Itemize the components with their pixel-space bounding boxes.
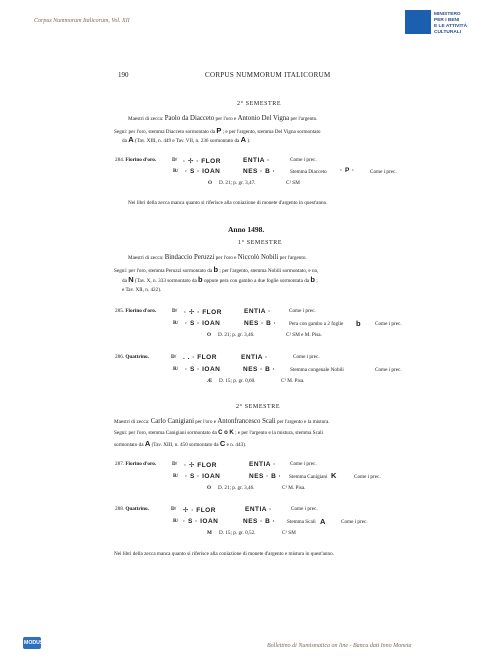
entry284-reverse-legend2: NES · B · [243, 168, 276, 175]
entry287-obverse-mark: D/ [172, 461, 178, 467]
entry285-obverse-legend1: · ✢ · FLOR [184, 309, 222, 316]
entry287-reverse-letter: K [331, 471, 337, 480]
ministry-logo-text: MINISTERO PER I BENI E LE ATTIVITÀ CULTURALI [434, 12, 468, 35]
entry284-details: D. 21; p. gr. 3,47. [219, 180, 256, 186]
entry287-reverse-legend2: NES · B · [249, 473, 282, 480]
entry284-reverse-legend1: · S · IOAN [185, 168, 221, 175]
entry288-reverse-legend1: · S · IOAN [183, 518, 219, 525]
entry285-reverse-legend2: NES · B · [244, 320, 277, 327]
section1-segni-line1: Segni: per l'oro, stemma Diacceto sormontato da P ; e per l'argento, stemma Del Vigna sormontato [114, 126, 321, 135]
entry288-metal: M [207, 530, 212, 536]
entry288-reverse-letter: A [320, 517, 326, 526]
section1-note: Nei libri della zecca manca quanto si riferisce alla coniazione di monete d'argento in quest'anno. [128, 200, 328, 206]
section1-segni-line2: da A (Tav. XIII, n. 449 e Tav. VII, n. 236 sormontato da A ). [122, 135, 251, 144]
entry285-metal: O [207, 332, 212, 338]
entry287-reverse-note: Stemma Canigiani [289, 474, 328, 480]
entry285-obverse-note: Come i prec. [289, 308, 316, 314]
entry284-metal: O [208, 180, 213, 186]
entry286-reverse-note: Stemma congenale Nobili [290, 367, 344, 373]
section2-segni-line3: e Tav. XII, n. 422). [122, 287, 162, 293]
section2-year: Anno 1498. [228, 225, 265, 234]
entry285-reverse-note2: Come i prec. [375, 321, 402, 327]
entry288-reverse-note2: Come i prec. [341, 519, 368, 525]
entry284-number: 284. Fiorino d'oro. [115, 157, 157, 163]
entry284-reverse-note2: Come i prec. [370, 169, 397, 175]
entry287-reverse-note2: Come i prec. [354, 474, 381, 480]
entry284-obverse-legend1: · ✢ · FLOR [183, 158, 221, 165]
entry288-collection: C¹ SM [282, 530, 296, 536]
entry284-collection: C¹ SM [286, 180, 300, 186]
section3-segni-line2: sormontato da A (Tav. XIII, n. 450 sormontato da C e n. 443). [114, 439, 247, 448]
modus-logo-text: MODUS [24, 640, 44, 646]
entry288-obverse-mark: D/ [171, 506, 177, 512]
entry287-number: 287. Fiorino d'oro. [115, 461, 157, 467]
entry288-reverse-note: Stemma Scali [287, 519, 316, 525]
section2-segni-line1: Segni: per l'oro, stemma Peruzzi sormontato da b ; per l'argento, stemma Nobili sormontato, e no, [114, 265, 319, 274]
entry287-reverse-mark: R/ [173, 473, 179, 479]
entry288-obverse-legend1: ✢ · FLOR [183, 507, 216, 514]
entry286-collection: C¹ M. Pisa. [281, 378, 305, 384]
entry288-obverse-note: Come i prec. [291, 506, 318, 512]
entry286-reverse-note2: Come i prec. [375, 367, 402, 373]
entry287-metal: O [207, 485, 212, 491]
entry286-obverse-legend2: ENTIA · [241, 354, 268, 361]
entry285-number: 285. Fiorino d'oro. [115, 308, 157, 314]
entry287-obverse-legend2: ENTIA · [249, 461, 276, 468]
entry286-obverse-mark: D/ [171, 354, 177, 360]
entry288-number: 288. Quattrino. [115, 506, 149, 512]
section3-segni-line1: Segni: per l'oro, stemma Canigiani sormontato da C o K ; e per l'argento e la mistura, stemma Scali [114, 430, 324, 436]
entry286-metal: Æ [207, 378, 213, 384]
entry288-reverse-legend2: NES · B · [243, 518, 276, 525]
entry285-details: D. 21; p. gr. 3,46. [218, 332, 255, 338]
entry284-reverse-note: Stemma Diacceto [290, 169, 327, 175]
page-number: 190 [118, 71, 129, 79]
entry288-reverse-mark: R/ [173, 518, 179, 524]
ministry-logo-icon [405, 10, 431, 34]
section2-maestri: Maestri di zecca: Bindaccio Peruzzi per l'oro e Niccolò Nobili per l'argento. [128, 254, 307, 261]
entry286-reverse-legend2: NES · B · [243, 366, 276, 373]
entry287-obverse-legend1: · ✢ FLOR [184, 462, 217, 469]
entry284-obverse-note: Come i prec. [290, 157, 317, 163]
section2-segni-line2: da N (Tav. X, n. 333 sormontato da b oppure pera con gambo a due foglie sormontata da b ; [122, 275, 318, 284]
entry287-details: D. 21; p. gr. 3,46. [218, 485, 255, 491]
entry286-obverse-legend1: . . · FLOR [183, 354, 217, 361]
entry284-reverse-letter: · P · [340, 167, 355, 174]
entry285-reverse-legend1: · S · IOAN [185, 320, 221, 327]
entry284-reverse-mark: R/ [173, 168, 179, 174]
entry286-obverse-note: Come i prec. [293, 354, 320, 360]
section1-semester: 2° SEMESTRE [237, 101, 282, 107]
entry285-collection: C¹ SM e M. Pisa. [286, 332, 322, 338]
entry284-obverse-mark: D/ [172, 157, 178, 163]
entry285-reverse-mark: R/ [173, 320, 179, 326]
running-title: CORPUS NUMMORUM ITALICORUM [205, 71, 331, 79]
entry286-details: D. 15; p. gr. 0,60. [219, 378, 256, 384]
entry285-obverse-legend2: ENTIA · [244, 308, 271, 315]
entry285-reverse-note: Pera con gambo a 2 foglie [289, 321, 344, 327]
entry286-number: 286. Quattrino. [115, 354, 149, 360]
entry287-reverse-legend1: · S · IOAN [185, 473, 221, 480]
entry287-obverse-note: Come i prec. [290, 461, 317, 467]
section1-maestri: Maestri di zecca: Paolo da Diacceto per l'oro e Antonio Del Vigna per l'argento. [128, 115, 318, 122]
section2-semester: 1° SEMESTRE [238, 240, 283, 246]
section3-note: Nei libri della zecca manca quanto si riferisce alla coniazione di monete d'argento e mistura in quest'anno. [114, 551, 334, 557]
section3-maestri: Maestri di zecca: Carlo Canigiani per l'oro e Antonfrancesco Scali per l'argento e la mistura. [114, 418, 330, 425]
entry286-reverse-legend1: · S · IOAN [185, 366, 221, 373]
entry288-details: D. 15; p. gr. 0,52. [219, 530, 256, 536]
footer-text: Bollettino di Numismatica on line - Banca dati Inno Moneta [267, 643, 412, 649]
entry284-obverse-legend2: ENTIA · [243, 157, 270, 164]
entry286-reverse-mark: R/ [173, 366, 179, 372]
journal-header: Corpus Nummorum Italicorum, Vol. XII [34, 18, 130, 24]
entry287-collection: C¹ M. Pisa. [282, 485, 306, 491]
entry285-obverse-mark: D/ [172, 308, 178, 314]
section3-semester: 2° SEMESTRE [236, 404, 281, 410]
entry288-obverse-legend2: ENTIA · [245, 506, 272, 513]
entry285-reverse-letter: b [356, 319, 361, 328]
